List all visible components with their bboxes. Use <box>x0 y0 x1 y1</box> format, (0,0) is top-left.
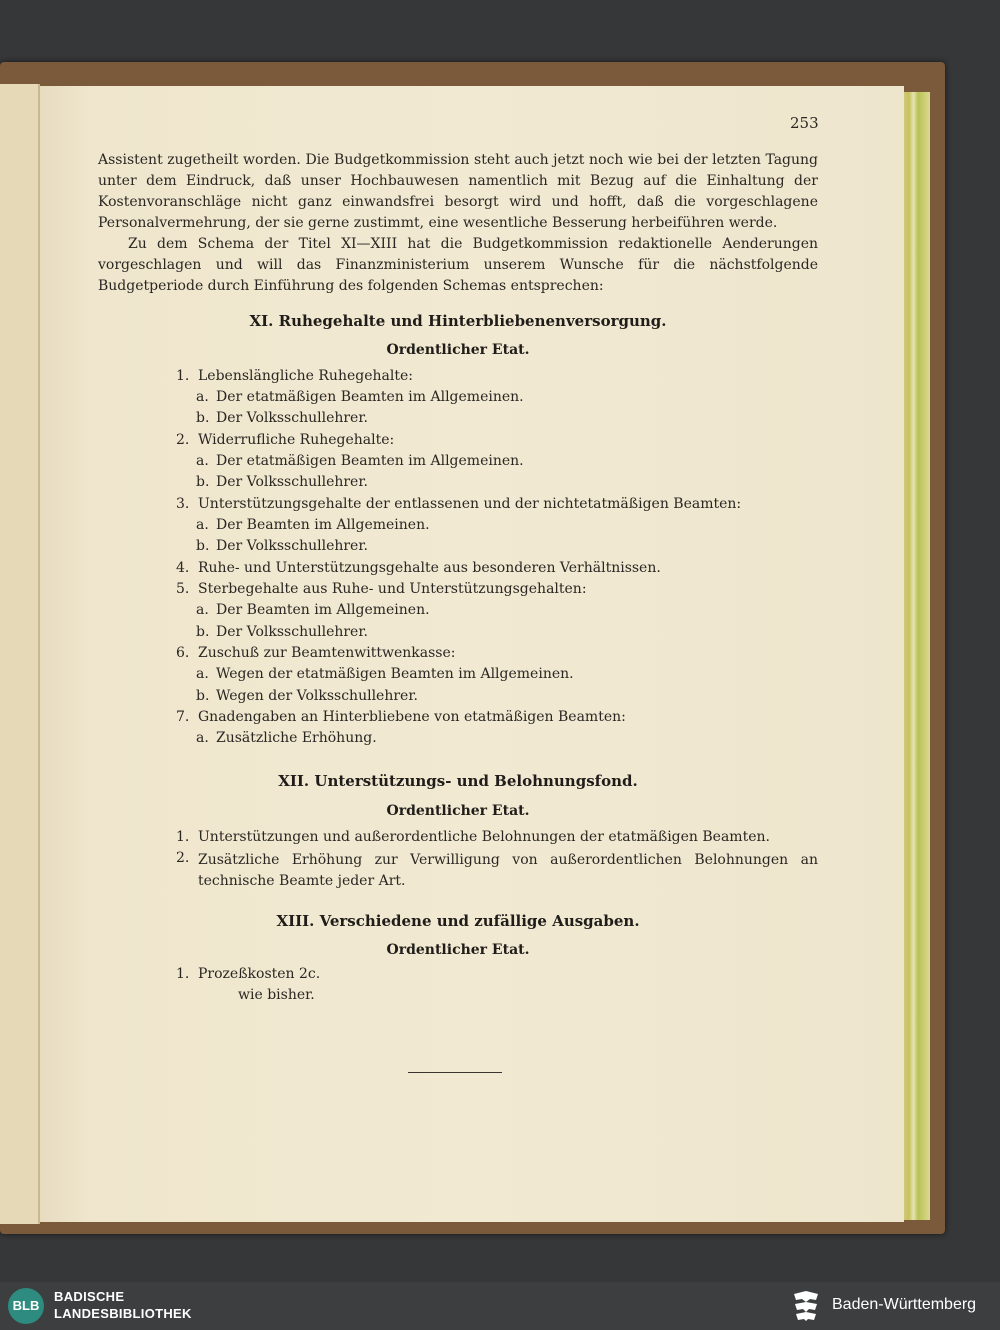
library-name-line-1[interactable]: BADISCHE <box>54 1289 125 1304</box>
sub-letter: b. <box>196 538 210 554</box>
item-label: Sterbegehalte aus Ruhe- und Unterstützungsgehalten: <box>198 581 587 597</box>
item-number: 1. <box>176 368 190 384</box>
item-number: 7. <box>176 709 190 725</box>
item-number: 2. <box>176 432 190 448</box>
page-stack-edge <box>900 92 930 1220</box>
section-xii-title: XII. Unterstützungs- und Belohnungsfond. <box>278 772 638 790</box>
blb-logo-icon[interactable]: BLB <box>8 1288 44 1324</box>
sub-letter: a. <box>196 389 209 405</box>
sub-text: Wegen der etatmäßigen Beamten im Allgemeinen. <box>216 666 574 682</box>
left-page-edge <box>0 84 40 1224</box>
sub-text: Der etatmäßigen Beamten im Allgemeinen. <box>216 453 524 469</box>
section-xiii-title: XIII. Verschiedene und zufällige Ausgaben. <box>276 912 640 930</box>
item-number: 6. <box>176 645 190 661</box>
section-xiii-subtitle: Ordentlicher Etat. <box>386 942 530 958</box>
item-number: 1. <box>176 829 190 845</box>
item-label: Widerrufliche Ruhegehalte: <box>198 432 395 448</box>
item-number: 4. <box>176 560 190 576</box>
sub-text: Zusätzliche Erhöhung. <box>216 730 377 746</box>
sub-letter: b. <box>196 624 210 640</box>
sub-letter: a. <box>196 666 209 682</box>
sub-text: Der Volksschullehrer. <box>216 474 368 490</box>
sub-text: Der Volksschullehrer. <box>216 624 368 640</box>
section-xii-subtitle: Ordentlicher Etat. <box>386 803 530 819</box>
item-label: Gnadengaben an Hinterbliebene von etatmäßigen Beamten: <box>198 709 626 725</box>
closing-rule-short <box>476 1072 502 1073</box>
item-label: Unterstützungen und außerordentliche Belohnungen der etatmäßigen Beamten. <box>198 829 770 845</box>
section-xi-title: XI. Ruhegehalte und Hinterbliebenenversorgung. <box>249 312 667 330</box>
item-label: Prozeßkosten 2c. <box>198 966 321 982</box>
sub-text: Der Beamten im Allgemeinen. <box>216 517 430 533</box>
sub-text: Der Beamten im Allgemeinen. <box>216 602 430 618</box>
item-label: Ruhe- und Unterstützungsgehalte aus besonderen Verhältnissen. <box>198 560 661 576</box>
item-label: Zusätzliche Erhöhung zur Verwilligung von außerordentlichen Belohnungen an technische Beamte jeder Art. <box>198 852 818 889</box>
page-number: 253 <box>790 114 819 132</box>
sub-letter: b. <box>196 410 210 426</box>
sub-text: Der Volksschullehrer. <box>216 538 368 554</box>
section-xi-subtitle: Ordentlicher Etat. <box>386 342 530 358</box>
sub-letter: b. <box>196 474 210 490</box>
sub-letter: a. <box>196 730 209 746</box>
sub-letter: a. <box>196 453 209 469</box>
item-label: Unterstützungsgehalte der entlassenen und der nichtetatmäßigen Beamten: <box>198 496 742 512</box>
sub-text: Wegen der Volksschullehrer. <box>216 688 418 704</box>
state-name[interactable]: Baden-Württemberg <box>832 1296 977 1313</box>
item-number: 2. <box>176 850 190 866</box>
item-continuation: wie bisher. <box>238 987 315 1003</box>
sub-letter: b. <box>196 688 210 704</box>
intro-text <box>98 150 818 297</box>
intro-paragraph-1: Assistent zugetheilt worden. Die Budgetkommission steht auch jetzt noch wie bei der letzten Tagung unter dem Eindruck, daß unser Hochbauwesen namentlich mit Bezug auf die Einhaltung der Kostenvoranschläge nicht ganz einwandsfrei besorgt wird und hofft, daß die vorgeschlagene Personalvermehrung, der sie gerne zustimmt, eine wesentliche Besserung herbeiführen werde. <box>98 152 818 231</box>
sub-letter: a. <box>196 602 209 618</box>
sub-text: Der Volksschullehrer. <box>216 410 368 426</box>
sub-text: Der etatmäßigen Beamten im Allgemeinen. <box>216 389 524 405</box>
baden-wuerttemberg-lions-icon <box>792 1290 820 1322</box>
item-number: 5. <box>176 581 190 597</box>
item-label: Lebenslängliche Ruhegehalte: <box>198 368 413 384</box>
item-label: Zuschuß zur Beamtenwittwenkasse: <box>198 645 456 661</box>
intro-paragraph-2: Zu dem Schema der Titel XI—XIII hat die Budgetkommission redaktionelle Aenderungen vorgeschlagen und will das Finanzministerium unserem Wunsche für die nächstfolgende Budgetperiode durch Einführung des folgenden Schemas entsprechen: <box>98 236 818 294</box>
library-name-line-2[interactable]: LANDESBIBLIOTHEK <box>54 1306 192 1321</box>
item-number: 3. <box>176 496 190 512</box>
item-number: 1. <box>176 966 190 982</box>
sub-letter: a. <box>196 517 209 533</box>
